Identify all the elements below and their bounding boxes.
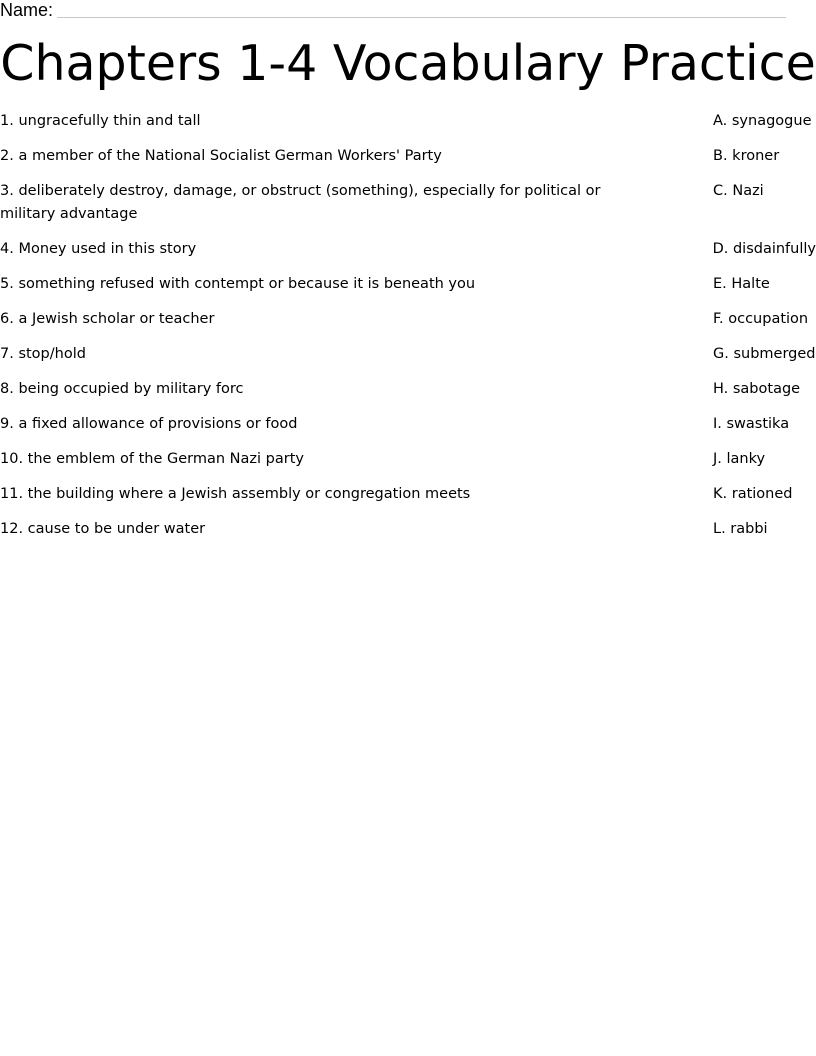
answer-option-e: E. Halte: [713, 276, 770, 292]
answer-option-h: H. sabotage: [713, 381, 801, 397]
vocab-row: [0, 518, 816, 541]
vocab-row: [0, 273, 816, 296]
answer-option-a: A. synagogue: [713, 113, 812, 129]
definition-6: 6. a Jewish scholar or teacher: [0, 311, 215, 327]
answer-option-l: L. rabbi: [713, 521, 768, 537]
answer-option-i: I. swastika: [713, 416, 790, 432]
name-label: Name:: [0, 0, 54, 20]
vocab-row: [0, 448, 816, 471]
vocabulary-list: [0, 110, 816, 553]
answer-option-k: K. rationed: [713, 486, 793, 502]
answer-option-d: D. disdainfully: [712, 241, 816, 257]
page-title: Chapters 1-4 Vocabulary Practice: [0, 35, 816, 92]
vocab-row: [0, 238, 816, 261]
definition-4: 4. Money used in this story: [0, 241, 197, 257]
definition-2: 2. a member of the National Socialist German Workers' Party: [0, 148, 442, 164]
vocab-row: [0, 180, 816, 226]
definition-12: 12. cause to be under water: [0, 521, 206, 537]
answer-option-c: C. Nazi: [713, 183, 764, 199]
definition-3: 3. deliberately destroy, damage, or obstruct (something), especially for political or military advantage: [0, 183, 601, 222]
definition-9: 9. a fixed allowance of provisions or food: [0, 416, 298, 432]
vocab-row: [0, 378, 816, 401]
definition-11: 11. the building where a Jewish assembly or congregation meets: [0, 486, 471, 502]
vocab-row: [0, 145, 816, 168]
answer-option-g: G. submerged: [713, 346, 816, 362]
definition-8: 8. being occupied by military forc: [0, 381, 244, 397]
vocab-row: [0, 413, 816, 436]
answer-option-f: F. occupation: [713, 311, 809, 327]
answer-option-j: J. lanky: [713, 451, 766, 467]
definition-5: 5. something refused with contempt or because it is beneath you: [0, 276, 476, 292]
definition-7: 7. stop/hold: [0, 346, 86, 362]
name-underline[interactable]: [57, 17, 786, 18]
answer-option-b: B. kroner: [713, 148, 780, 164]
definition-1: 1. ungracefully thin and tall: [0, 113, 201, 129]
name-field[interactable]: [0, 0, 786, 22]
definition-10: 10. the emblem of the German Nazi party: [0, 451, 304, 467]
vocab-row: [0, 483, 816, 506]
vocab-row: [0, 110, 816, 133]
vocab-row: [0, 308, 816, 331]
vocab-row: [0, 343, 816, 366]
